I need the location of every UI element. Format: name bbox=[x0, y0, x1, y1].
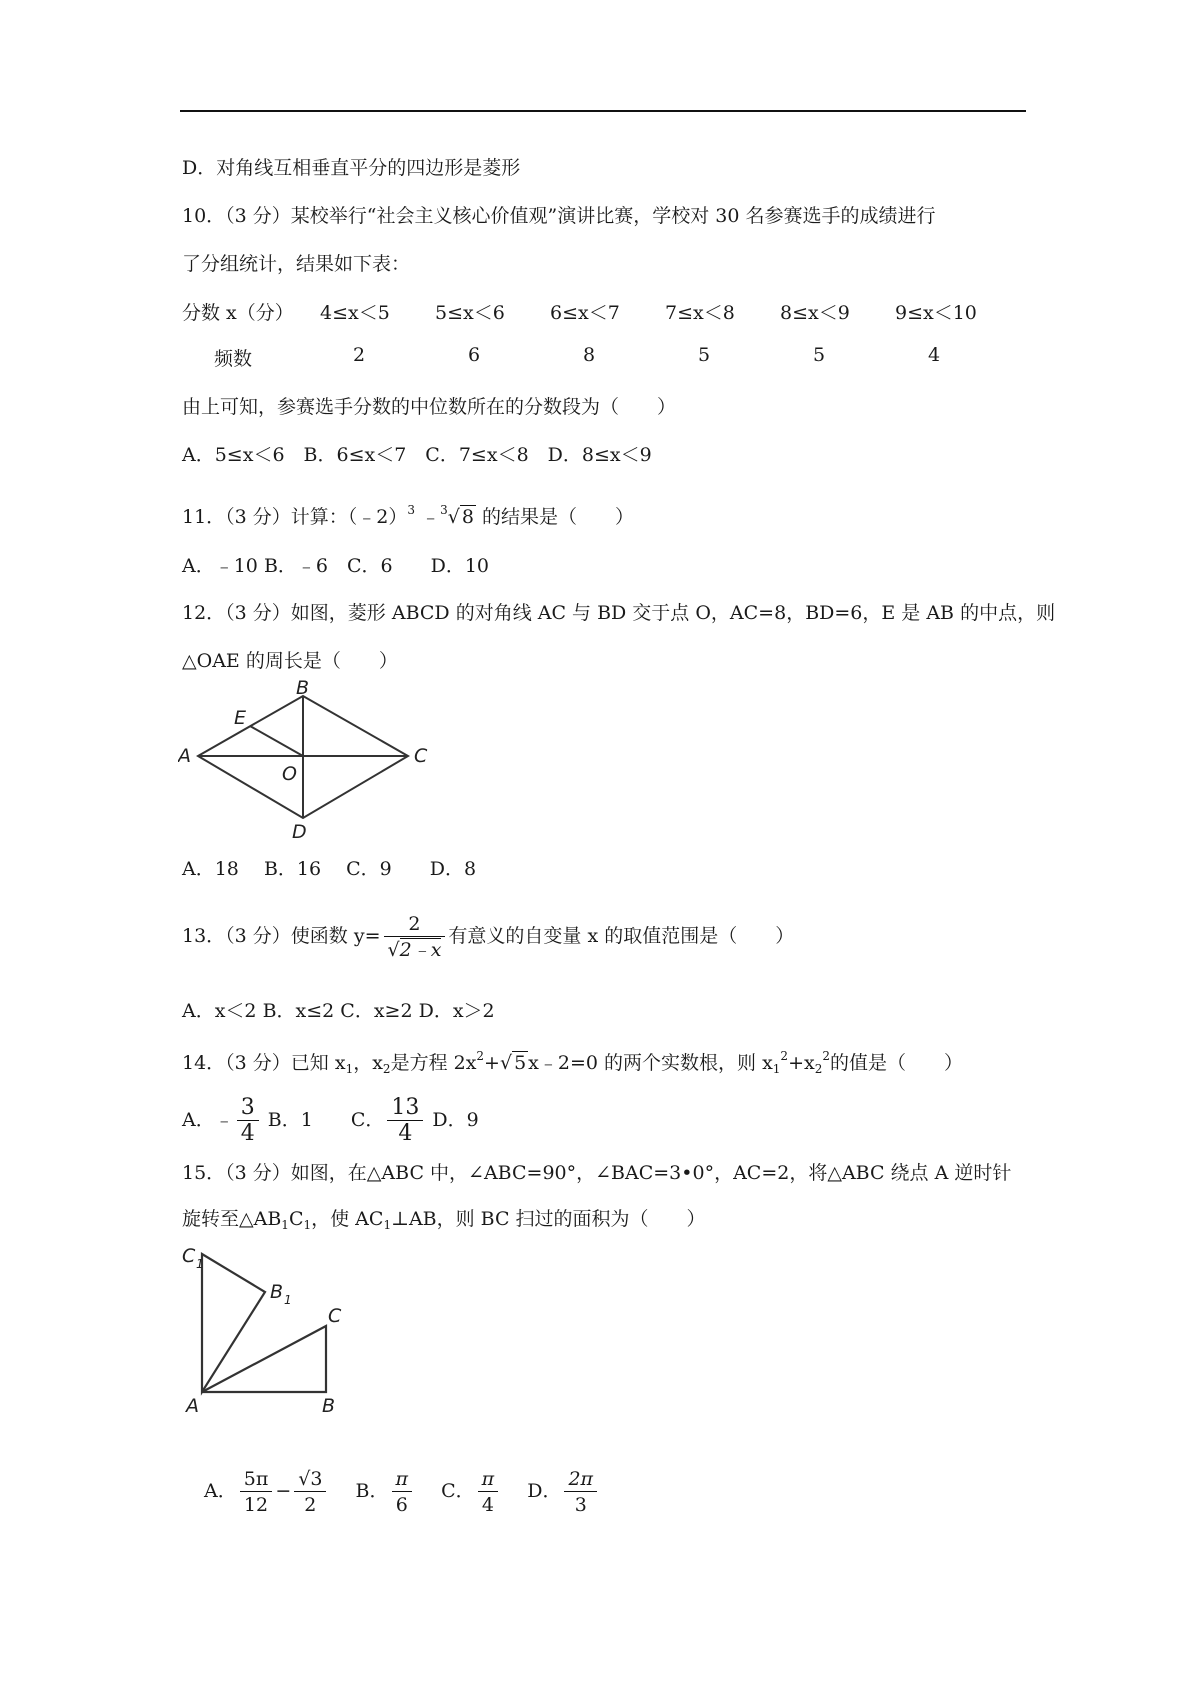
q14-option-a-label: A．﹣ bbox=[182, 1109, 234, 1131]
q11-cube-root: √ 8 bbox=[447, 506, 474, 528]
header-rule bbox=[180, 110, 1026, 112]
q11-suffix: 的结果是（ ） bbox=[482, 506, 635, 528]
q11-exponent: 3 bbox=[407, 503, 416, 517]
q15-option-a-fraction1: $\frac{5\pi}{12}$ bbox=[240, 1467, 273, 1518]
q13-stem bbox=[182, 906, 794, 966]
table-cell: 6 bbox=[468, 344, 481, 366]
q10-stem-line3: 由上可知，参赛选手分数的中位数所在的分数段为（ ） bbox=[182, 396, 677, 418]
q15-option-b-label: B． bbox=[355, 1480, 389, 1502]
table-cell: 7≤x＜8 bbox=[665, 302, 735, 324]
label-c: C bbox=[414, 745, 428, 767]
q12-options: A．18 B．16 C．9 D．8 bbox=[182, 858, 477, 880]
table-cell: 5≤x＜6 bbox=[435, 302, 505, 324]
q14-text: ，x bbox=[353, 1052, 383, 1074]
q15-rotation-figure bbox=[178, 1238, 358, 1418]
q15-option-a-minus: − bbox=[275, 1480, 292, 1502]
label-c1: C bbox=[182, 1245, 196, 1267]
table-cell: 频数 bbox=[214, 348, 253, 370]
triangle-ab1c1 bbox=[202, 1254, 265, 1392]
q15-option-b-fraction: $\frac{\pi}{6}$ bbox=[392, 1467, 413, 1518]
q15-option-a-fraction2: $\frac{√3}{2}$ bbox=[294, 1467, 326, 1518]
q15-option-d-label: D． bbox=[527, 1480, 562, 1502]
table-cell: 4 bbox=[928, 344, 941, 366]
q14-text: +x bbox=[788, 1052, 815, 1074]
label-d: D bbox=[292, 821, 307, 840]
q14-option-a-fraction: $\frac{3}{4}$ bbox=[237, 1096, 259, 1147]
q11-stem bbox=[182, 497, 634, 530]
q14-text: + bbox=[484, 1052, 500, 1074]
q15-options bbox=[204, 1456, 600, 1526]
q15-subscript: 1 bbox=[303, 1218, 312, 1232]
segment-oe bbox=[250, 726, 303, 756]
table-cell: 4≤x＜5 bbox=[320, 302, 390, 324]
label-b: B bbox=[296, 680, 310, 699]
q14-text: 的值是（ ） bbox=[829, 1052, 963, 1074]
q15-text: 旋转至△AB bbox=[182, 1208, 282, 1230]
label-b1-subscript: 1 bbox=[284, 1293, 292, 1307]
q13-suffix: 有意义的自变量 x 的取值范围是（ ） bbox=[448, 925, 795, 947]
q14-exponent: 2 bbox=[780, 1049, 789, 1063]
q15-text: ，使 AC bbox=[311, 1208, 384, 1230]
q11-prefix: 11．（3 分）计算：（﹣2） bbox=[182, 506, 408, 528]
q14-option-b: B．1 C． bbox=[267, 1109, 385, 1131]
q14-text: 14．（3 分）已知 x bbox=[182, 1052, 346, 1074]
q12-stem-line2: △OAE 的周长是（ ） bbox=[182, 650, 398, 672]
q9-option-d: D．对角线互相垂直平分的四边形是菱形 bbox=[182, 157, 521, 179]
q14-options bbox=[182, 1092, 479, 1148]
table-cell: 6≤x＜7 bbox=[550, 302, 620, 324]
q11-options: A．﹣10 B．﹣6 C．6 D．10 bbox=[182, 555, 490, 577]
q15-text: ⊥AB，则 BC 扫过的面积为（ ） bbox=[391, 1208, 706, 1230]
q15-option-a-label: A． bbox=[204, 1480, 237, 1502]
table-cell: 5 bbox=[813, 344, 826, 366]
triangle-abc bbox=[202, 1326, 326, 1392]
q14-subscript: 2 bbox=[814, 1062, 823, 1076]
table-freq-row bbox=[182, 344, 1022, 390]
table-cell: 9≤x＜10 bbox=[895, 302, 977, 324]
label-a: A bbox=[186, 1395, 199, 1417]
q15-option-d-fraction: $\frac{2\pi}{3}$ bbox=[564, 1467, 597, 1518]
label-b: B bbox=[322, 1395, 336, 1417]
q10-stem-line2: 了分组统计，结果如下表： bbox=[182, 253, 411, 275]
q14-option-c-fraction: $\frac{13}{4}$ bbox=[387, 1096, 423, 1147]
q14-text: 是方程 2x bbox=[390, 1052, 477, 1074]
q11-minus: ﹣ bbox=[421, 506, 441, 528]
q14-stem bbox=[182, 1043, 963, 1082]
q13-fraction: $\frac{2}{√2﹣x}$ bbox=[384, 912, 446, 963]
q13-prefix: 13．（3 分）使函数 y= bbox=[182, 925, 381, 947]
q15-subscript: 1 bbox=[281, 1218, 289, 1232]
q14-exponent: 2 bbox=[822, 1049, 830, 1063]
q14-exponent: 2 bbox=[476, 1049, 485, 1063]
table-cell: 8≤x＜9 bbox=[780, 302, 850, 324]
q14-text: x﹣2=0 的两个实数根，则 x bbox=[528, 1052, 773, 1074]
label-c1-subscript: 1 bbox=[196, 1257, 204, 1271]
table-header-row bbox=[182, 298, 1022, 344]
table-cell: 分数 x（分） bbox=[182, 302, 294, 324]
table-cell: 5 bbox=[698, 344, 711, 366]
q15-option-c-fraction: $\frac{\pi}{4}$ bbox=[478, 1467, 499, 1518]
q10-stem-line1: 10．（3 分）某校举行“社会主义核心价值观”演讲比赛，学校对 30 名参赛选手的成绩进行 bbox=[182, 205, 936, 227]
table-cell: 8 bbox=[583, 344, 596, 366]
label-e: E bbox=[234, 707, 247, 729]
label-b1: B bbox=[270, 1281, 284, 1303]
table-cell: 2 bbox=[353, 344, 366, 366]
q10-frequency-table bbox=[182, 298, 1022, 390]
q14-sqrt: √ 5 bbox=[499, 1052, 527, 1074]
q15-text: C bbox=[288, 1208, 304, 1230]
label-o: O bbox=[282, 763, 297, 785]
q14-subscript: 1 bbox=[345, 1062, 354, 1076]
q15-subscript: 1 bbox=[383, 1218, 392, 1232]
label-c: C bbox=[328, 1305, 342, 1327]
label-a: A bbox=[178, 745, 191, 767]
q13-options: A．x＜2 B．x≤2 C．x≥2 D．x＞2 bbox=[182, 1000, 495, 1022]
q11-root-index: 3 bbox=[440, 503, 448, 517]
q15-stem-line1: 15．（3 分）如图，在△ABC 中，∠ABC=90°，∠BAC=3•0°，AC=2，将△ABC 绕点 A 逆时针 bbox=[182, 1162, 1012, 1184]
q15-stem-line2 bbox=[182, 1206, 706, 1238]
q14-subscript: 1 bbox=[772, 1062, 781, 1076]
q15-option-c-label: C． bbox=[441, 1480, 475, 1502]
q12-rhombus-figure bbox=[178, 680, 438, 840]
q14-subscript: 2 bbox=[382, 1062, 391, 1076]
q12-stem-line1: 12．（3 分）如图，菱形 ABCD 的对角线 AC 与 BD 交于点 O，AC=8，BD=6，E 是 AB 的中点，则 bbox=[182, 602, 1056, 624]
q14-option-d: D．9 bbox=[432, 1109, 479, 1131]
q10-options: A．5≤x＜6 B．6≤x＜7 C．7≤x＜8 D．8≤x＜9 bbox=[182, 444, 652, 466]
